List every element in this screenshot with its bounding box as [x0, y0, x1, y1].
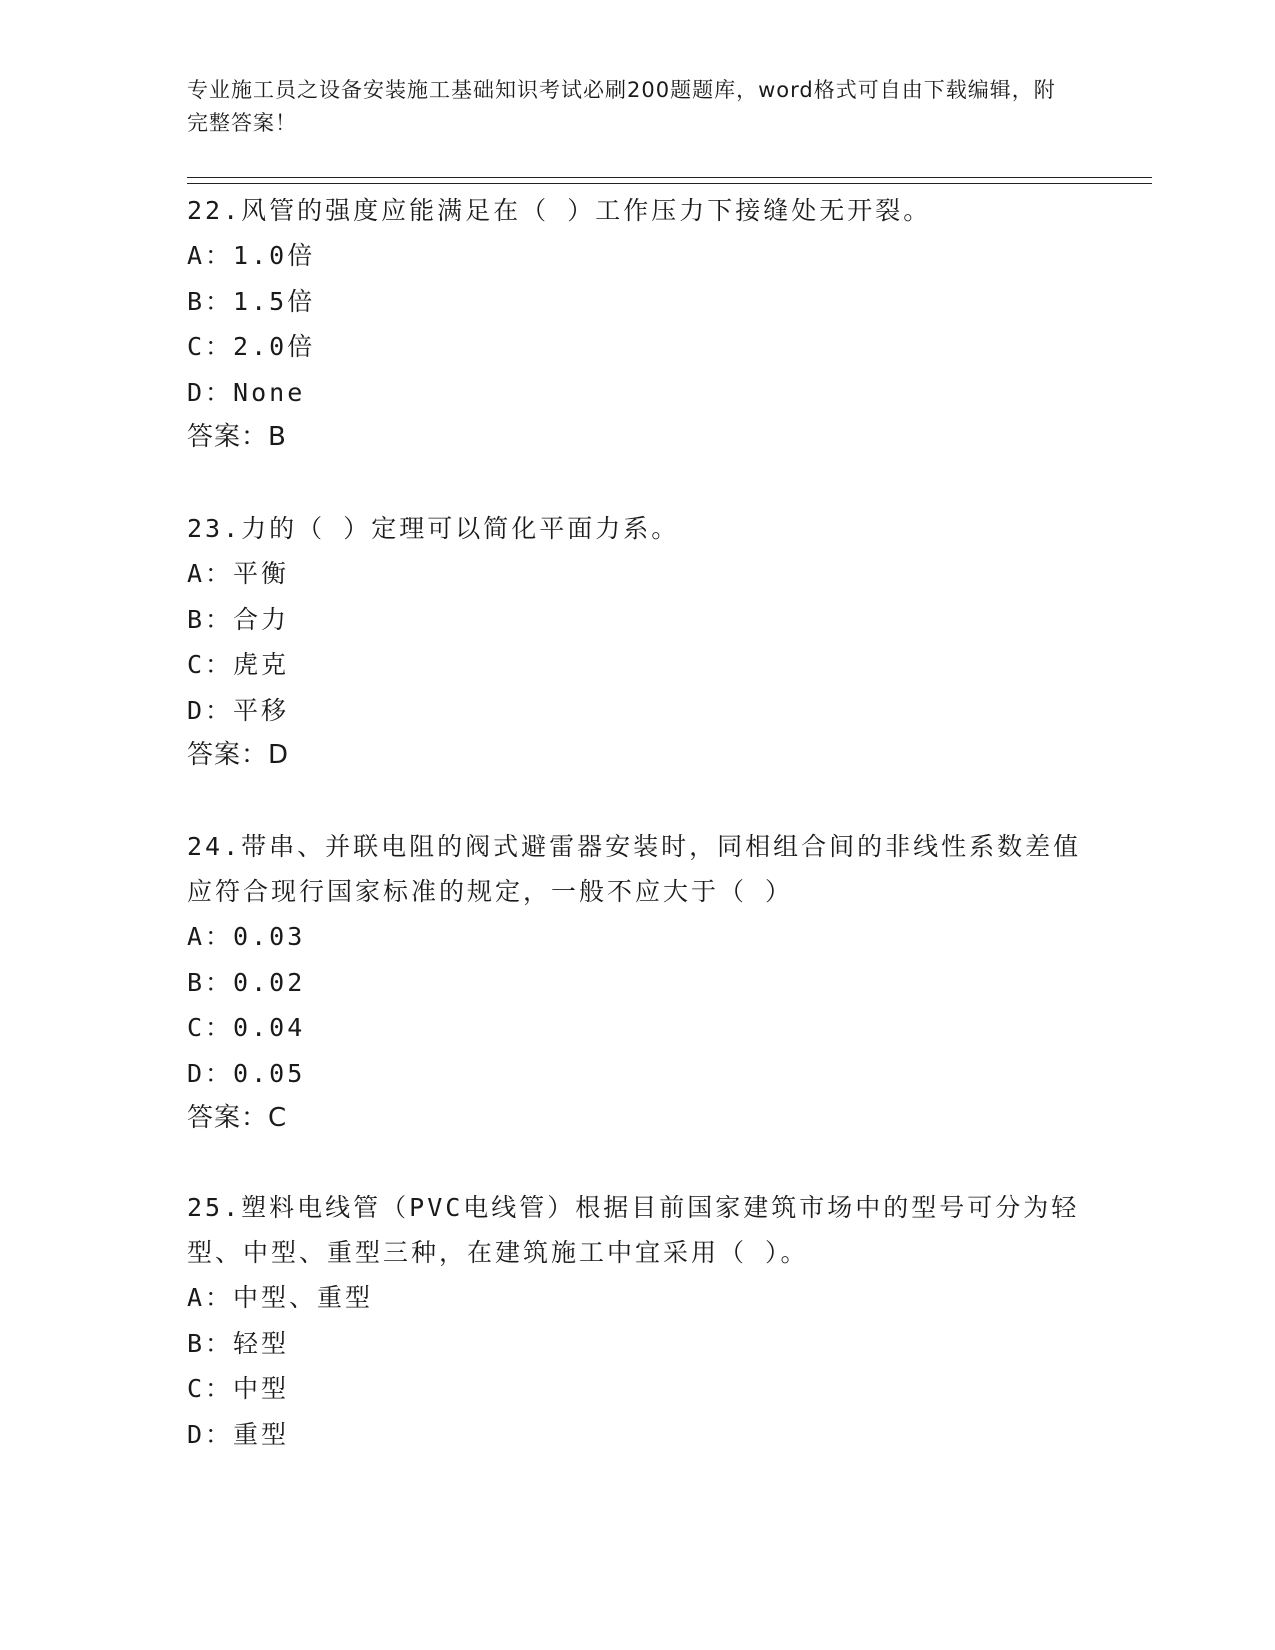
option-b: B：1.5倍: [187, 286, 316, 316]
question-stem: 23.力的（ ）定理可以简化平面力系。: [187, 514, 680, 543]
option-c: C：2.0倍: [187, 332, 316, 361]
question-23: [187, 506, 1087, 778]
option-d: D：None: [187, 377, 306, 407]
option-d: D：重型: [187, 1419, 290, 1449]
header-divider-top: [187, 177, 1152, 178]
option-d: D：0.05: [187, 1058, 306, 1088]
question-22: [187, 188, 1087, 460]
question-24: [187, 824, 1087, 1141]
option-a: A：0.03: [187, 922, 306, 951]
option-b: B：合力: [187, 604, 290, 634]
question-25: [187, 1185, 1087, 1457]
option-a: A：1.0倍: [187, 241, 316, 270]
option-c: C：0.04: [187, 1013, 306, 1042]
option-b: B：轻型: [187, 1328, 290, 1358]
option-c: C：虎克: [187, 650, 290, 679]
answer-key: 答案：C: [187, 1103, 288, 1133]
option-a: A：中型、重型: [187, 1283, 374, 1312]
option-b: B：0.02: [187, 967, 306, 997]
document-header: 专业施工员之设备安装施工基础知识考试必刷200题题库，word格式可自由下载编辑，附完整答案！: [187, 78, 1056, 135]
option-d: D：平移: [187, 695, 290, 725]
question-stem: 24.带串、并联电阻的阀式避雷器安装时，同相组合间的非线性系数差值应符合现行国家标准的规定，一般不应大于（ ）: [187, 832, 1082, 906]
question-stem: 25.塑料电线管（PVC电线管）根据目前国家建筑市场中的型号可分为轻型、中型、重型三种，在建筑施工中宜采用（ ）。: [187, 1193, 1080, 1267]
option-a: A：平衡: [187, 559, 290, 588]
answer-key: 答案：B: [187, 422, 287, 452]
question-stem: 22.风管的强度应能满足在（ ）工作压力下接缝处无开裂。: [187, 196, 932, 225]
header-divider-bottom: [187, 183, 1152, 184]
answer-key: 答案：D: [187, 740, 290, 770]
option-c: C：中型: [187, 1374, 290, 1403]
